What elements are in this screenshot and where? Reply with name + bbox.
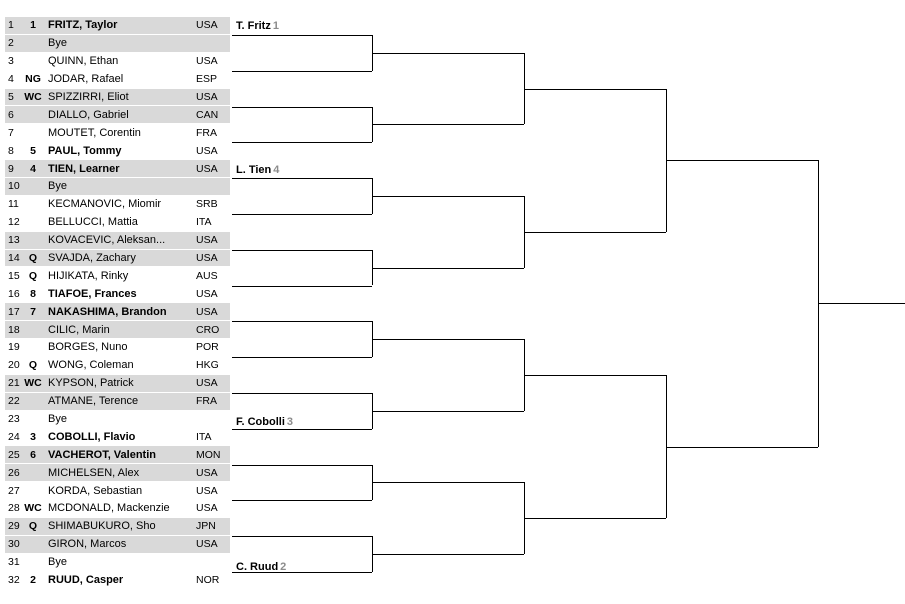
bracket-connector-horizontal xyxy=(232,500,372,501)
player-country: ITA xyxy=(196,430,212,443)
player-country: SRB xyxy=(196,198,218,211)
player-country: USA xyxy=(196,162,218,175)
advancing-player-name: L. Tien xyxy=(236,164,272,176)
player-name[interactable]: KECMANOVIC, Miomir xyxy=(48,198,162,211)
bracket-connector-horizontal xyxy=(232,107,372,108)
row-number: 27 xyxy=(8,484,20,497)
bracket-connector-horizontal xyxy=(524,375,666,376)
row-number: 9 xyxy=(8,162,14,175)
table-row[interactable] xyxy=(5,411,230,429)
player-name[interactable]: MCDONALD, Mackenzie xyxy=(48,502,170,515)
bracket-connector-horizontal xyxy=(232,286,372,287)
table-row[interactable] xyxy=(5,89,230,107)
row-number: 14 xyxy=(8,252,20,265)
table-row[interactable] xyxy=(5,428,230,446)
table-row[interactable] xyxy=(5,339,230,357)
row-number: 24 xyxy=(8,430,20,443)
row-number: 11 xyxy=(8,198,19,211)
player-country: JPN xyxy=(196,520,216,533)
player-name[interactable]: DIALLO, Gabriel xyxy=(48,108,129,121)
table-row[interactable] xyxy=(5,160,230,178)
bracket-connector-horizontal xyxy=(818,303,905,304)
bracket-connector-horizontal xyxy=(232,536,372,537)
bracket-connector-horizontal xyxy=(232,357,372,358)
bye-label: Bye xyxy=(48,37,67,50)
advancing-player-seed: 1 xyxy=(272,20,279,32)
table-row[interactable] xyxy=(5,142,230,160)
player-country: USA xyxy=(196,502,218,515)
bracket-connector-horizontal xyxy=(666,160,818,161)
bye-label: Bye xyxy=(48,556,67,569)
row-number: 7 xyxy=(8,126,14,139)
player-country: FRA xyxy=(196,126,217,139)
advancing-player-name: C. Ruud xyxy=(236,561,279,573)
row-number: 1 xyxy=(8,19,14,32)
player-name[interactable]: BORGES, Nuno xyxy=(48,341,128,354)
player-name[interactable]: JODAR, Rafael xyxy=(48,73,124,86)
player-seed: 2 xyxy=(30,574,36,587)
table-row[interactable] xyxy=(5,71,230,89)
player-name[interactable]: BELLUCCI, Mattia xyxy=(48,216,138,229)
row-number: 17 xyxy=(8,305,20,318)
row-number: 23 xyxy=(8,413,20,426)
player-name[interactable]: KOVACEVIC, Aleksan... xyxy=(48,234,166,247)
player-seed: 7 xyxy=(30,305,36,318)
bye-label: Bye xyxy=(48,413,67,426)
row-number: 5 xyxy=(8,91,14,103)
row-number: 19 xyxy=(8,341,20,354)
row-number: 18 xyxy=(8,323,20,336)
bracket-connector-horizontal xyxy=(232,35,372,36)
table-row[interactable] xyxy=(5,482,230,500)
advancing-player[interactable] xyxy=(236,561,286,573)
advancing-player-name: F. Cobolli xyxy=(236,416,285,428)
player-name[interactable]: QUINN, Ethan xyxy=(48,55,119,68)
bracket-connector-horizontal xyxy=(232,393,372,394)
round1-player-list xyxy=(5,17,230,590)
player-seed: 6 xyxy=(30,448,36,461)
advancing-player[interactable] xyxy=(236,416,293,428)
bracket-connector-horizontal xyxy=(232,321,372,322)
row-number: 15 xyxy=(8,269,20,282)
row-number: 3 xyxy=(8,55,14,68)
table-row[interactable] xyxy=(5,106,230,124)
player-seed: WC xyxy=(24,377,42,390)
player-seed: Q xyxy=(28,359,38,372)
player-name[interactable]: VACHEROT, Valentin xyxy=(48,448,156,461)
bracket-connector-horizontal xyxy=(372,554,524,555)
row-number: 4 xyxy=(8,73,14,86)
row-number: 2 xyxy=(8,37,14,50)
row-number: 22 xyxy=(8,395,20,408)
advancing-player-seed: 3 xyxy=(286,416,294,428)
player-country: USA xyxy=(196,305,218,318)
bracket-connector-horizontal xyxy=(372,339,524,340)
player-name[interactable]: MICHELSEN, Alex xyxy=(48,466,140,479)
bracket-connector-horizontal xyxy=(232,465,372,466)
player-name[interactable]: TIEN, Learner xyxy=(48,162,120,175)
bracket-connector-horizontal xyxy=(666,447,818,448)
player-country: POR xyxy=(196,341,219,354)
table-row[interactable] xyxy=(5,357,230,375)
player-seed: WC xyxy=(24,502,42,515)
player-seed: Q xyxy=(28,520,38,533)
player-name[interactable]: SVAJDA, Zachary xyxy=(48,252,136,265)
player-name[interactable]: CILIC, Marin xyxy=(48,323,110,336)
player-country: USA xyxy=(196,91,218,103)
bracket-connector-horizontal xyxy=(524,232,666,233)
bracket-connector-horizontal xyxy=(372,53,524,54)
player-name[interactable]: HIJIKATA, Rinky xyxy=(48,269,129,282)
table-row[interactable] xyxy=(5,446,230,464)
player-country: USA xyxy=(196,377,218,390)
player-name[interactable]: ATMANE, Terence xyxy=(48,395,139,408)
advancing-player-name: T. Fritz xyxy=(236,20,271,32)
bracket-connector-horizontal xyxy=(524,518,666,519)
player-seed: WC xyxy=(24,91,42,103)
player-name[interactable]: TIAFOE, Frances xyxy=(48,287,137,300)
row-number: 6 xyxy=(8,108,14,121)
player-country: MON xyxy=(196,448,221,461)
row-number: 21 xyxy=(8,377,20,390)
player-seed: Q xyxy=(28,269,38,282)
player-seed: 8 xyxy=(30,287,36,300)
row-number: 20 xyxy=(8,359,20,372)
player-name[interactable]: MOUTET, Corentin xyxy=(48,126,141,139)
table-row[interactable] xyxy=(5,572,230,590)
row-number: 32 xyxy=(8,574,20,587)
player-seed: Q xyxy=(28,252,38,265)
advancing-player[interactable] xyxy=(236,164,279,176)
row-number: 16 xyxy=(8,287,20,300)
bracket-connector-horizontal xyxy=(232,178,372,179)
player-country: ITA xyxy=(196,216,212,229)
player-name[interactable]: NAKASHIMA, Brandon xyxy=(48,305,167,318)
row-number: 29 xyxy=(8,520,20,533)
bracket-connector-horizontal xyxy=(232,71,372,72)
player-seed: 4 xyxy=(30,162,36,175)
player-country: USA xyxy=(196,55,218,68)
table-row[interactable] xyxy=(5,500,230,518)
bracket-connector-horizontal xyxy=(372,411,524,412)
player-country: USA xyxy=(196,538,218,551)
bracket-connector-horizontal xyxy=(372,196,524,197)
bracket-connector-horizontal xyxy=(232,214,372,215)
player-country: CRO xyxy=(196,323,220,336)
player-name[interactable]: COBOLLI, Flavio xyxy=(48,430,136,443)
player-country: USA xyxy=(196,234,218,247)
player-seed: 3 xyxy=(30,430,36,443)
table-row[interactable] xyxy=(5,518,230,536)
player-name[interactable]: FRITZ, Taylor xyxy=(48,19,118,32)
table-row[interactable] xyxy=(5,321,230,339)
bracket-connector-horizontal xyxy=(232,142,372,143)
player-country: AUS xyxy=(196,269,218,282)
table-row[interactable] xyxy=(5,196,230,214)
bracket-connector-horizontal xyxy=(524,89,666,90)
player-seed: 1 xyxy=(30,19,36,32)
bracket-connector-horizontal xyxy=(372,268,524,269)
player-country: HKG xyxy=(196,359,219,372)
row-number: 26 xyxy=(8,466,20,479)
table-row[interactable] xyxy=(5,250,230,268)
row-number: 8 xyxy=(8,144,14,157)
player-name[interactable]: SPIZZIRRI, Eliot xyxy=(48,91,129,103)
player-seed: 5 xyxy=(30,144,36,157)
bye-label: Bye xyxy=(48,180,67,193)
table-row[interactable] xyxy=(5,124,230,142)
player-name[interactable]: RUUD, Casper xyxy=(48,574,124,587)
bracket-connector-horizontal xyxy=(372,482,524,483)
row-number: 10 xyxy=(8,180,20,193)
player-name[interactable]: SHIMABUKURO, Sho xyxy=(48,520,156,533)
bracket-connector-horizontal xyxy=(372,124,524,125)
row-number: 13 xyxy=(8,234,20,247)
table-row[interactable] xyxy=(5,464,230,482)
player-seed: NG xyxy=(25,73,41,86)
player-country: USA xyxy=(196,144,218,157)
player-name[interactable]: KORDA, Sebastian xyxy=(48,484,143,497)
advancing-player-seed: 4 xyxy=(273,164,280,176)
table-row[interactable] xyxy=(5,393,230,411)
player-name[interactable]: KYPSON, Patrick xyxy=(48,377,134,390)
table-row[interactable] xyxy=(5,178,230,196)
player-country: ESP xyxy=(196,73,218,86)
player-country: USA xyxy=(196,484,218,497)
player-name[interactable]: GIRON, Marcos xyxy=(48,538,127,551)
table-row[interactable] xyxy=(5,554,230,572)
table-row[interactable] xyxy=(5,285,230,303)
bracket-connector-horizontal xyxy=(232,250,372,251)
player-country: USA xyxy=(196,252,218,265)
table-row[interactable] xyxy=(5,35,230,53)
table-row[interactable] xyxy=(5,267,230,285)
table-row[interactable] xyxy=(5,303,230,321)
row-number: 12 xyxy=(8,216,20,229)
advancing-player-seed: 2 xyxy=(280,561,287,573)
row-number: 31 xyxy=(8,556,20,569)
table-row[interactable] xyxy=(5,17,230,35)
player-name[interactable]: PAUL, Tommy xyxy=(48,144,122,157)
row-number: 28 xyxy=(8,502,20,515)
player-country: USA xyxy=(196,19,218,32)
table-row[interactable] xyxy=(5,232,230,250)
table-row[interactable] xyxy=(5,536,230,554)
player-country: FRA xyxy=(196,395,217,408)
bracket-connector-horizontal xyxy=(232,429,372,430)
advancing-player[interactable] xyxy=(236,20,279,32)
player-name[interactable]: WONG, Coleman xyxy=(48,359,134,372)
row-number: 30 xyxy=(8,538,20,551)
player-country: USA xyxy=(196,287,218,300)
row-number: 25 xyxy=(8,448,20,461)
player-country: CAN xyxy=(196,108,219,121)
table-row[interactable] xyxy=(5,53,230,71)
table-row[interactable] xyxy=(5,214,230,232)
player-country: USA xyxy=(196,466,218,479)
player-country: NOR xyxy=(196,574,220,587)
table-row[interactable] xyxy=(5,375,230,393)
